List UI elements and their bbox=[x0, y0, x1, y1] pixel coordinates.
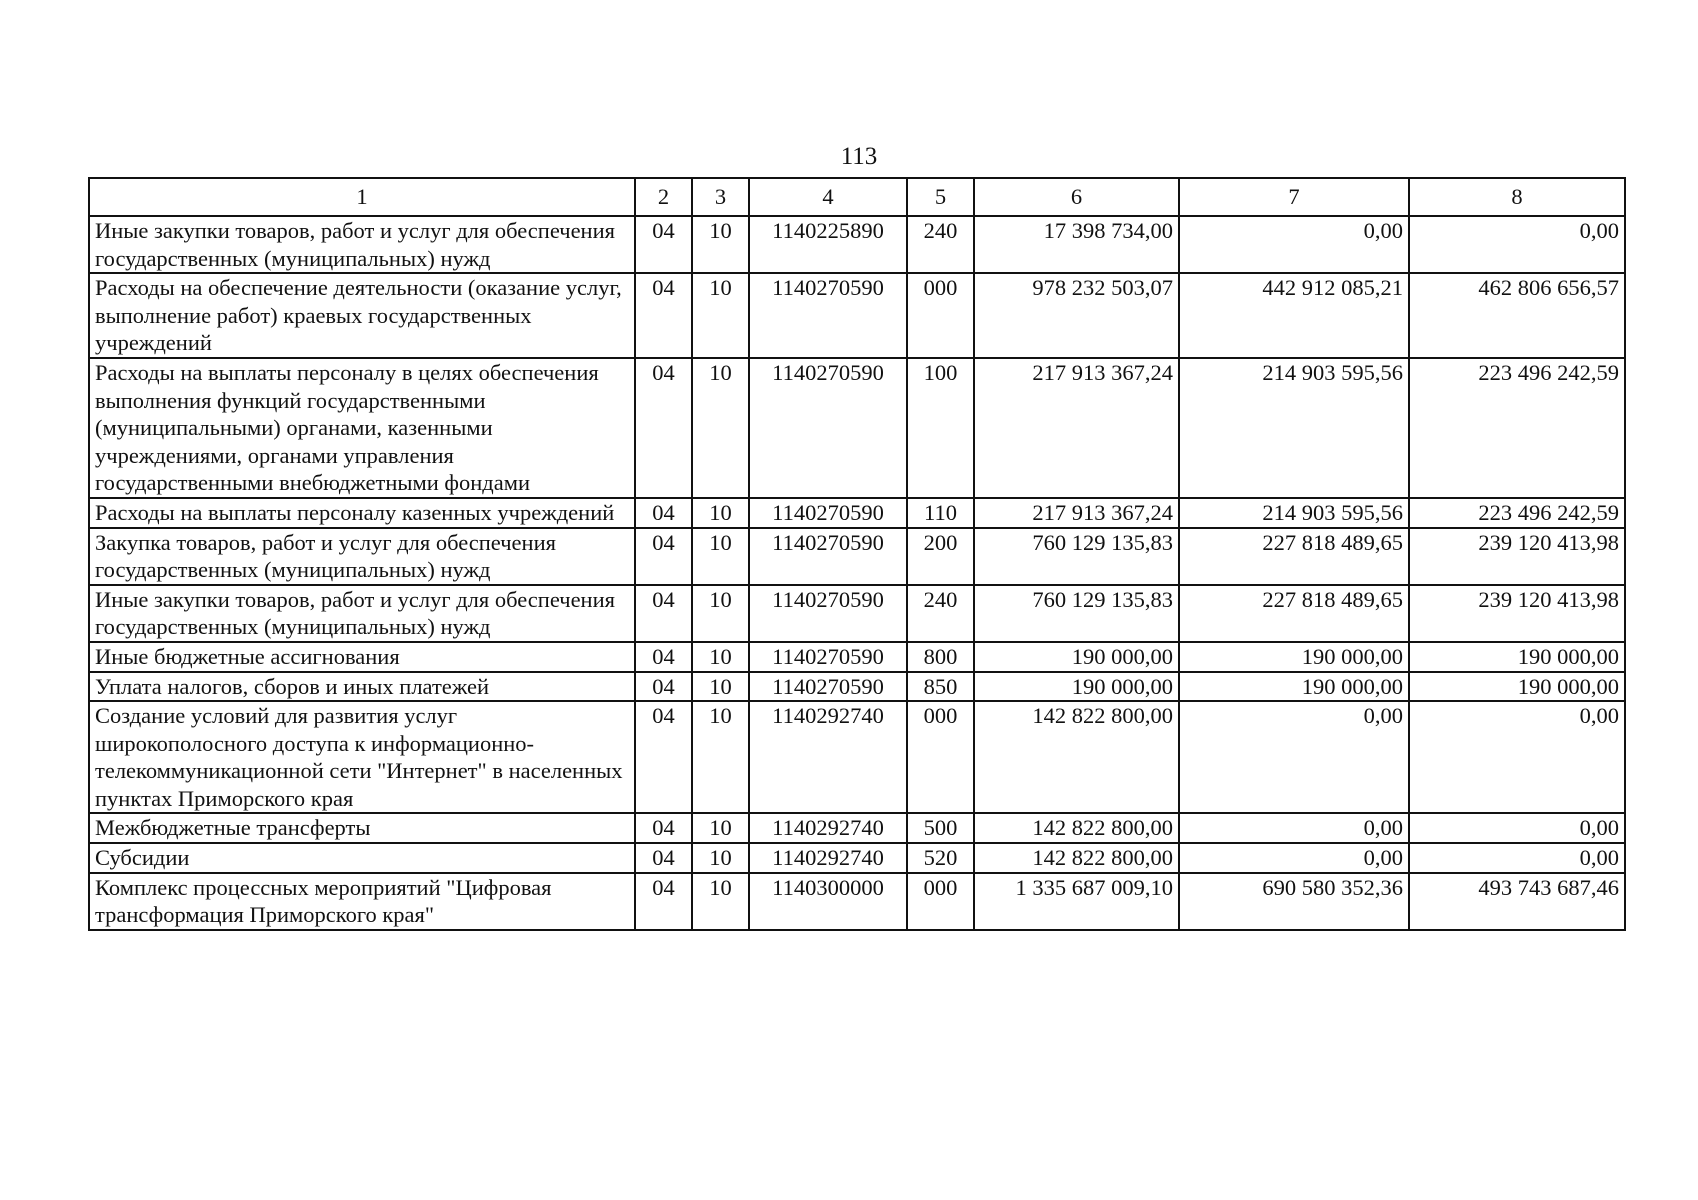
amount-col-8: 223 496 242,59 bbox=[1409, 358, 1625, 498]
amount-col-6: 142 822 800,00 bbox=[974, 701, 1179, 813]
amount-col-7: 442 912 085,21 bbox=[1179, 273, 1409, 358]
amount-col-7: 190 000,00 bbox=[1179, 642, 1409, 672]
amount-col-8: 0,00 bbox=[1409, 701, 1625, 813]
table-row bbox=[89, 813, 1625, 843]
amount-col-8: 190 000,00 bbox=[1409, 672, 1625, 702]
expense-name: Межбюджетные трансферты bbox=[89, 813, 635, 843]
amount-col-6: 217 913 367,24 bbox=[974, 498, 1179, 528]
section-code: 04 bbox=[635, 672, 692, 702]
page-number: 113 bbox=[840, 143, 878, 170]
amount-col-7: 690 580 352,36 bbox=[1179, 873, 1409, 930]
table-row bbox=[89, 701, 1625, 813]
amount-col-6: 760 129 135,83 bbox=[974, 528, 1179, 585]
subsection-code: 10 bbox=[692, 216, 749, 273]
amount-col-7: 227 818 489,65 bbox=[1179, 528, 1409, 585]
column-header: 5 bbox=[907, 178, 974, 216]
target-article-code: 1140270590 bbox=[749, 672, 907, 702]
target-article-code: 1140292740 bbox=[749, 813, 907, 843]
expense-name: Иные закупки товаров, работ и услуг для обеспечения государственных (муниципальных) нужд bbox=[89, 585, 635, 642]
amount-col-6: 190 000,00 bbox=[974, 672, 1179, 702]
section-code: 04 bbox=[635, 273, 692, 358]
table-row bbox=[89, 216, 1625, 273]
target-article-code: 1140270590 bbox=[749, 528, 907, 585]
amount-col-7: 190 000,00 bbox=[1179, 672, 1409, 702]
subsection-code: 10 bbox=[692, 585, 749, 642]
expense-type-code: 110 bbox=[907, 498, 974, 528]
subsection-code: 10 bbox=[692, 813, 749, 843]
target-article-code: 1140300000 bbox=[749, 873, 907, 930]
expense-name: Субсидии bbox=[89, 843, 635, 873]
amount-col-7: 227 818 489,65 bbox=[1179, 585, 1409, 642]
column-header: 8 bbox=[1409, 178, 1625, 216]
expense-type-code: 100 bbox=[907, 358, 974, 498]
target-article-code: 1140270590 bbox=[749, 498, 907, 528]
expense-name: Комплекс процессных мероприятий "Цифровая трансформация Приморского края" bbox=[89, 873, 635, 930]
section-code: 04 bbox=[635, 873, 692, 930]
amount-col-8: 462 806 656,57 bbox=[1409, 273, 1625, 358]
amount-col-7: 0,00 bbox=[1179, 843, 1409, 873]
expense-name: Расходы на обеспечение деятельности (оказание услуг, выполнение работ) краевых государственных учреждений bbox=[89, 273, 635, 358]
expense-name: Расходы на выплаты персоналу казенных учреждений bbox=[89, 498, 635, 528]
amount-col-6: 978 232 503,07 bbox=[974, 273, 1179, 358]
amount-col-6: 142 822 800,00 bbox=[974, 843, 1179, 873]
amount-col-8: 0,00 bbox=[1409, 843, 1625, 873]
subsection-code: 10 bbox=[692, 672, 749, 702]
amount-col-6: 17 398 734,00 bbox=[974, 216, 1179, 273]
amount-col-6: 760 129 135,83 bbox=[974, 585, 1179, 642]
section-code: 04 bbox=[635, 642, 692, 672]
table-row bbox=[89, 528, 1625, 585]
target-article-code: 1140225890 bbox=[749, 216, 907, 273]
amount-col-7: 0,00 bbox=[1179, 701, 1409, 813]
amount-col-6: 1 335 687 009,10 bbox=[974, 873, 1179, 930]
expense-type-code: 520 bbox=[907, 843, 974, 873]
table-row bbox=[89, 585, 1625, 642]
amount-col-6: 190 000,00 bbox=[974, 642, 1179, 672]
expense-type-code: 240 bbox=[907, 216, 974, 273]
target-article-code: 1140292740 bbox=[749, 701, 907, 813]
expense-type-code: 000 bbox=[907, 273, 974, 358]
expense-type-code: 000 bbox=[907, 701, 974, 813]
header-row bbox=[89, 178, 1625, 216]
column-header: 3 bbox=[692, 178, 749, 216]
amount-col-7: 0,00 bbox=[1179, 813, 1409, 843]
section-code: 04 bbox=[635, 813, 692, 843]
column-header: 1 bbox=[89, 178, 635, 216]
expense-name: Закупка товаров, работ и услуг для обеспечения государственных (муниципальных) нужд bbox=[89, 528, 635, 585]
section-code: 04 bbox=[635, 358, 692, 498]
target-article-code: 1140270590 bbox=[749, 273, 907, 358]
expense-name: Иные закупки товаров, работ и услуг для обеспечения государственных (муниципальных) нужд bbox=[89, 216, 635, 273]
expense-type-code: 200 bbox=[907, 528, 974, 585]
section-code: 04 bbox=[635, 585, 692, 642]
subsection-code: 10 bbox=[692, 358, 749, 498]
expense-type-code: 500 bbox=[907, 813, 974, 843]
column-header: 6 bbox=[974, 178, 1179, 216]
column-header: 2 bbox=[635, 178, 692, 216]
section-code: 04 bbox=[635, 216, 692, 273]
amount-col-6: 217 913 367,24 bbox=[974, 358, 1179, 498]
amount-col-7: 214 903 595,56 bbox=[1179, 498, 1409, 528]
amount-col-8: 223 496 242,59 bbox=[1409, 498, 1625, 528]
amount-col-8: 493 743 687,46 bbox=[1409, 873, 1625, 930]
section-code: 04 bbox=[635, 701, 692, 813]
table-row bbox=[89, 873, 1625, 930]
subsection-code: 10 bbox=[692, 528, 749, 585]
target-article-code: 1140292740 bbox=[749, 843, 907, 873]
subsection-code: 10 bbox=[692, 642, 749, 672]
subsection-code: 10 bbox=[692, 701, 749, 813]
expense-name: Уплата налогов, сборов и иных платежей bbox=[89, 672, 635, 702]
amount-col-6: 142 822 800,00 bbox=[974, 813, 1179, 843]
section-code: 04 bbox=[635, 528, 692, 585]
expense-type-code: 850 bbox=[907, 672, 974, 702]
table-row bbox=[89, 273, 1625, 358]
budget-table bbox=[88, 177, 1626, 931]
target-article-code: 1140270590 bbox=[749, 585, 907, 642]
amount-col-8: 190 000,00 bbox=[1409, 642, 1625, 672]
target-article-code: 1140270590 bbox=[749, 642, 907, 672]
expense-type-code: 000 bbox=[907, 873, 974, 930]
expense-name: Создание условий для развития услуг широкополосного доступа к информационно-телекоммуникационной сети "Интернет" в населенных пунктах Приморского края bbox=[89, 701, 635, 813]
table-row bbox=[89, 358, 1625, 498]
amount-col-7: 214 903 595,56 bbox=[1179, 358, 1409, 498]
subsection-code: 10 bbox=[692, 843, 749, 873]
expense-type-code: 240 bbox=[907, 585, 974, 642]
table-row bbox=[89, 672, 1625, 702]
column-header: 7 bbox=[1179, 178, 1409, 216]
amount-col-8: 0,00 bbox=[1409, 216, 1625, 273]
subsection-code: 10 bbox=[692, 273, 749, 358]
subsection-code: 10 bbox=[692, 498, 749, 528]
target-article-code: 1140270590 bbox=[749, 358, 907, 498]
expense-type-code: 800 bbox=[907, 642, 974, 672]
section-code: 04 bbox=[635, 843, 692, 873]
amount-col-7: 0,00 bbox=[1179, 216, 1409, 273]
expense-name: Расходы на выплаты персоналу в целях обеспечения выполнения функций государственными (муниципальными) органами, казенными учреждениями, органами управления государственными внебюджетными фондами bbox=[89, 358, 635, 498]
column-header: 4 bbox=[749, 178, 907, 216]
amount-col-8: 0,00 bbox=[1409, 813, 1625, 843]
subsection-code: 10 bbox=[692, 873, 749, 930]
table-row bbox=[89, 498, 1625, 528]
table-row bbox=[89, 843, 1625, 873]
amount-col-8: 239 120 413,98 bbox=[1409, 528, 1625, 585]
section-code: 04 bbox=[635, 498, 692, 528]
amount-col-8: 239 120 413,98 bbox=[1409, 585, 1625, 642]
expense-name: Иные бюджетные ассигнования bbox=[89, 642, 635, 672]
table-row bbox=[89, 642, 1625, 672]
